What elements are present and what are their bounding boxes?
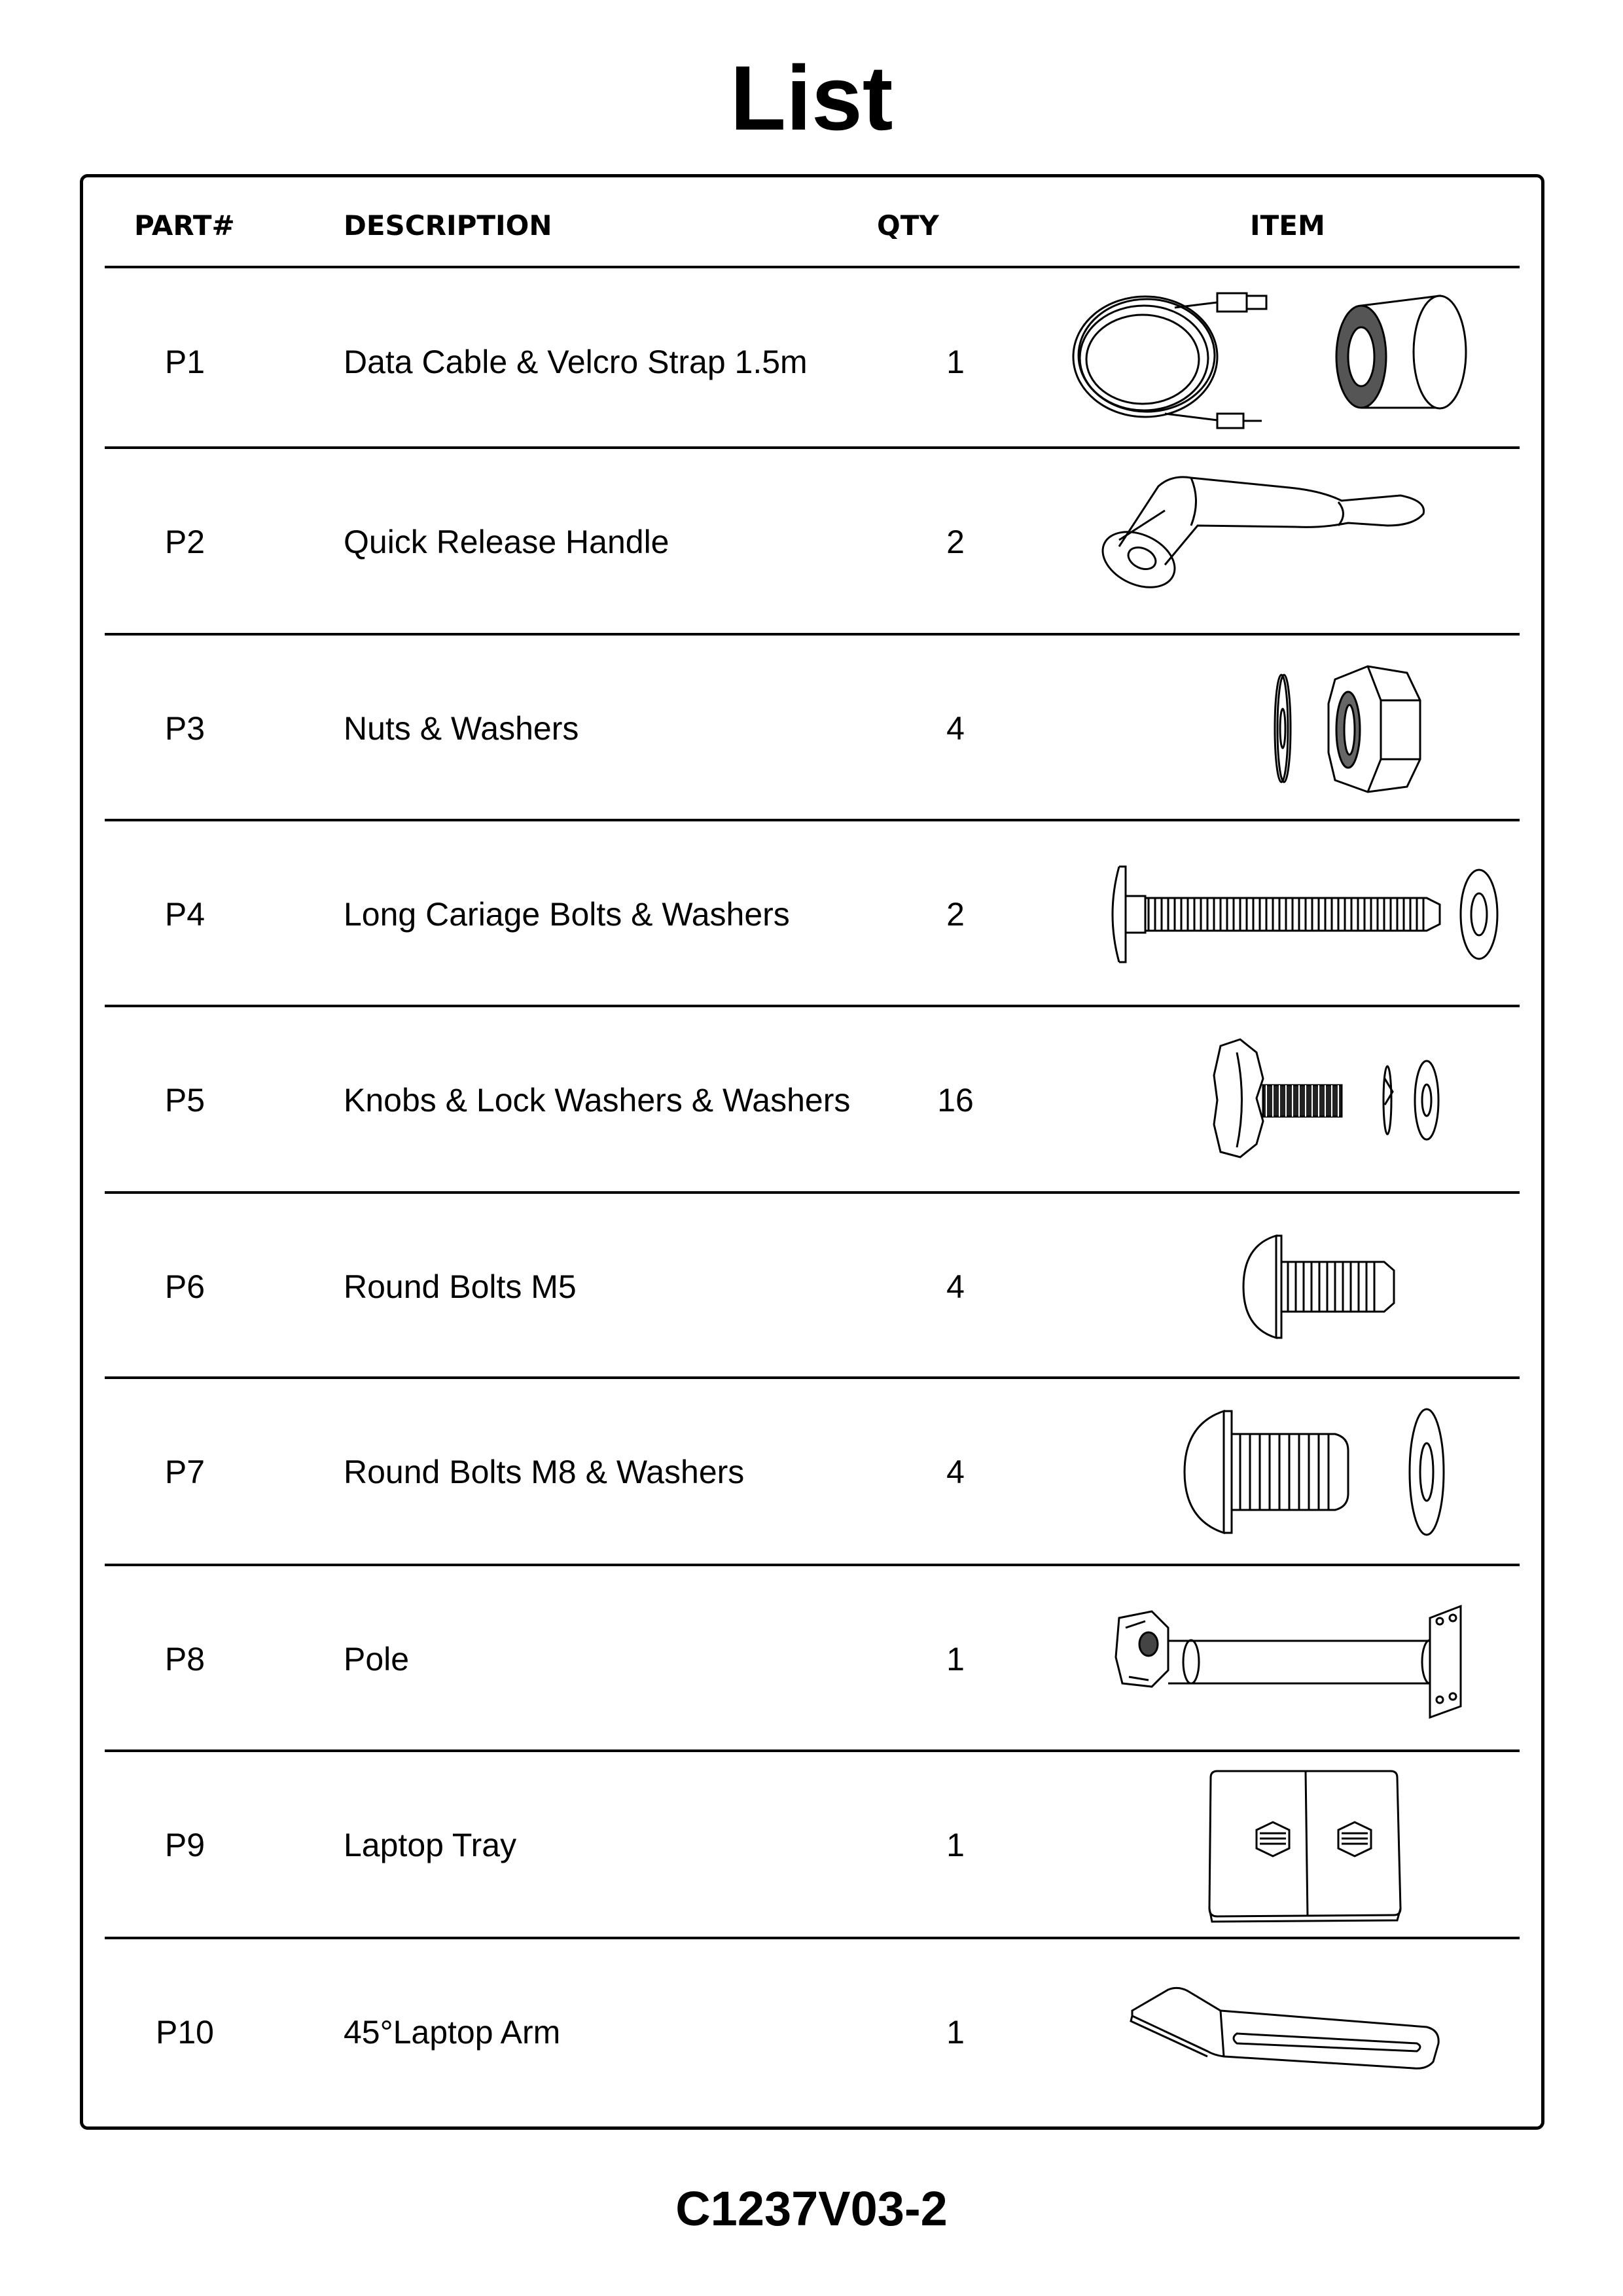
table-row bbox=[105, 821, 1520, 1008]
part-description: Round Bolts M8 & Washers bbox=[344, 1454, 745, 1490]
carriage-bolt-and-washer-icon bbox=[1060, 821, 1518, 1008]
part-number: P1 bbox=[164, 344, 205, 380]
laptop-arm-icon bbox=[1060, 1939, 1518, 2126]
part-number: P10 bbox=[156, 2014, 214, 2051]
column-header-item: ITEM bbox=[1250, 209, 1325, 242]
part-quantity: 1 bbox=[946, 344, 965, 380]
part-description: Data Cable & Velcro Strap 1.5m bbox=[344, 344, 808, 380]
table-row bbox=[105, 268, 1520, 456]
part-description: Nuts & Washers bbox=[344, 710, 579, 747]
part-description: Quick Release Handle bbox=[344, 524, 669, 560]
part-description: Knobs & Lock Washers & Washers bbox=[344, 1082, 851, 1119]
table-row bbox=[105, 1566, 1520, 1753]
table-row bbox=[105, 1751, 1520, 1939]
part-number: P8 bbox=[164, 1641, 205, 1677]
knob-and-lock-washer-icon bbox=[1060, 1007, 1518, 1194]
part-quantity: 1 bbox=[946, 1827, 965, 1863]
part-quantity: 2 bbox=[946, 524, 965, 560]
data-cable-and-velcro-strap-icon bbox=[1060, 268, 1518, 456]
part-quantity: 16 bbox=[937, 1082, 974, 1119]
table-row bbox=[105, 1939, 1520, 2126]
part-number: P7 bbox=[164, 1454, 205, 1490]
part-quantity: 4 bbox=[946, 1268, 965, 1305]
part-description: Laptop Tray bbox=[344, 1827, 517, 1863]
part-number: P6 bbox=[164, 1268, 205, 1305]
round-bolt-m8-and-washer-icon bbox=[1060, 1378, 1518, 1566]
table-row bbox=[105, 1193, 1520, 1380]
part-quantity: 4 bbox=[946, 1454, 965, 1490]
part-number: P9 bbox=[164, 1827, 205, 1863]
part-number: P5 bbox=[164, 1082, 205, 1119]
table-row bbox=[105, 1378, 1520, 1566]
part-quantity: 1 bbox=[946, 1641, 965, 1677]
part-description: 45°Laptop Arm bbox=[344, 2014, 561, 2051]
table-row bbox=[105, 635, 1520, 822]
part-description: Pole bbox=[344, 1641, 410, 1677]
part-quantity: 2 bbox=[946, 896, 965, 933]
part-quantity: 4 bbox=[946, 710, 965, 747]
page-title: List bbox=[730, 46, 893, 149]
part-description: Long Cariage Bolts & Washers bbox=[344, 896, 790, 933]
round-bolt-m5-icon bbox=[1060, 1193, 1518, 1380]
part-number: P4 bbox=[164, 896, 205, 933]
laptop-tray-icon bbox=[1060, 1751, 1518, 1939]
nut-and-washer-icon bbox=[1060, 635, 1518, 822]
part-number: P3 bbox=[164, 710, 205, 747]
column-header-part: PART# bbox=[134, 209, 235, 242]
part-quantity: 1 bbox=[946, 2014, 965, 2051]
document-code: C1237V03-2 bbox=[675, 2181, 948, 2236]
pole-icon bbox=[1060, 1566, 1518, 1753]
column-header-description: DESCRIPTION bbox=[344, 209, 552, 242]
quick-release-handle-icon bbox=[1060, 448, 1518, 636]
table-row bbox=[105, 448, 1520, 636]
part-number: P2 bbox=[164, 524, 205, 560]
column-header-qty: QTY bbox=[877, 209, 939, 242]
part-description: Round Bolts M5 bbox=[344, 1268, 577, 1305]
table-row bbox=[105, 1007, 1520, 1194]
